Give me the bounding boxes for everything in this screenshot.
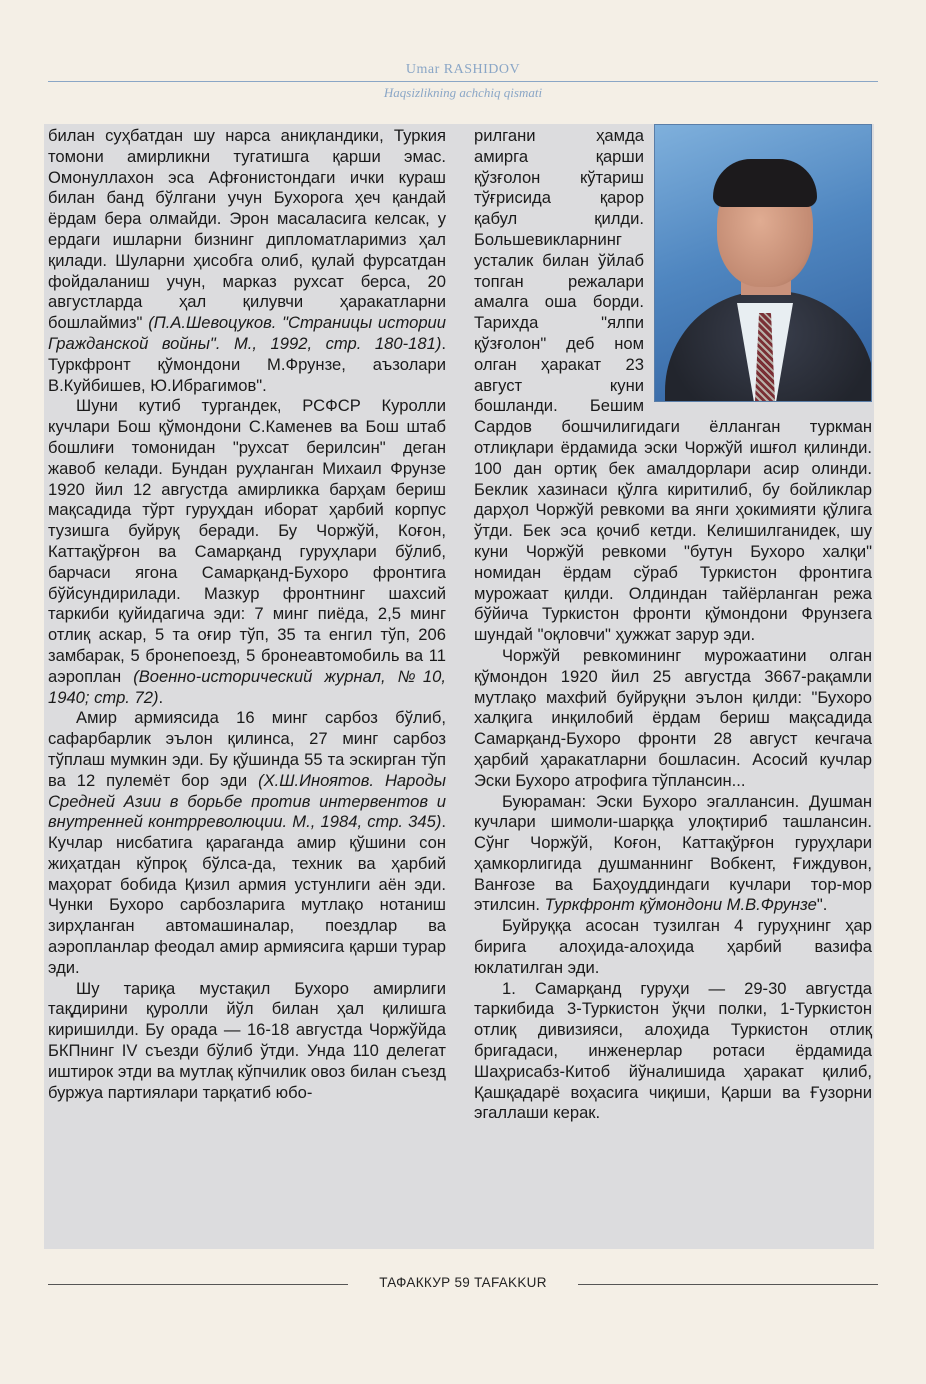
- paragraph: Чоржўй ревкомининг мурожаатини олган қўмондон 1920 йил 25 августда 3667-рақамли мутлақо махфий буйруқни эълон қилди: "Бухоро халқига инқилобий ёрдам бериш мақсадида Самарқанд-Бухоро фронти 28 август кечгача ҳарбий ҳаракатларни бошласин. Асосий кучлар Эски Бухоро атрофига тўплансин...: [474, 645, 872, 790]
- paragraph: билан суҳбатдан шу нарса аниқландики, Туркия томони амирликни тугатишга қарши эмас. Омонуллахон эса Афғонистондаги ички кураш билан банд бўлгани учун Бухорога ҳеч қандай ёрдам бера олмайди. Эрон масаласига келсак, у ердаги ишларни бизнинг дипломатларимиз ҳал қилади. Шуларни ҳисобга олиб, қулай фурсатдан фойдаланиш учун, марказ рухсат берса, 20 августларда ҳал қилувчи ҳаракатларни бошлаймиз" (П.А.Шевоцуков. "Страницы истории Гражданской войны". М., 1992, стр. 180-181). Туркфронт қўмондони М.Фрунзе, аъзолари В.Куйбишев, Ю.Ибрагимов".: [48, 126, 447, 395]
- footer-rule-right: [578, 1284, 878, 1285]
- page-footer: [48, 1272, 878, 1298]
- paragraph: 1. Самарқанд гуруҳи — 29-30 августда таркибида 3-Туркистон ўқчи полки, 1-Туркистон отлиқ дивизияси, алоҳида Туркистон отлиқ бригадаси, инженерлар ротаси ёрдамида Шаҳрисабз-Китоб йўналишида ҳаракат қилиб, Қашқадарё воҳасига чиқиши, Қарши ва Ғузорни эгаллаши керак.: [474, 978, 872, 1123]
- author-portrait-photo: [654, 124, 872, 402]
- left-column: [48, 126, 446, 1103]
- paragraph: Буюраман: Эски Бухоро эгаллансин. Душман кучлари шимоли-шарққа улоқтириб ташлансин. Сўнг Чоржўй, Коғон, Каттақўрғон гуруҳлари ҳамкорлигида душманнинг Вобкент, Ғиждувон, Ванғозе ва Баҳоуддиндаги кучлари тор-мор этилсин. Туркфронт қўмондони М.В.Фрунзе".: [474, 791, 872, 915]
- header-divider: [48, 81, 878, 82]
- running-header: [48, 62, 878, 101]
- author-name: Umar RASHIDOV: [405, 62, 521, 77]
- paragraph: Шуни кутиб тургандек, РСФСР Куролли кучлари Бош қўмондони С.Каменев ва Бош штаб бошлиғи томонидан "рухсат берилсин" деган жавоб келади. Бундан руҳланган Михаил Фрунзе 1920 йил 12 августда амирликка барҳам бериш мақсадида тўрт гуруҳдан иборат ҳарбий корпус тузишга буйруқ беради. Бу Чоржўй, Коғон, Каттақўрғон ва Самарқанд гуруҳлари бўлиб, барчаси ягона Самарқанд-Бухоро фронтига бўйсундирилади. Мазкур фронтнинг шахсий таркиби қуйидагича эди: 7 минг пиёда, 2,5 минг отлиқ аскар, 5 та оғир тўп, 35 та енгил тўп, 206 замбарак, 5 бронепоезд, 5 бронеавтомобиль ва 11 аэроплан (Военно-исторический журнал, №10, 1940; стр. 72).: [48, 396, 446, 707]
- paragraph: рилгани ҳамда амирга қарши қўзғолон кўтариш тўғрисида қарор қабул қилди. Большевикларнинг усталик билан ўйлаб топган режалари амалга оша борди. Тарихда "ялпи қўзғолон" деб ном олган ҳаракат 23 август куни бошланди. Бешим Сардов бошчилигидаги ёлланган туркман отлиқлари ёрдамида эски Чоржўй ишғол қилинди. 100 дан ортиқ бек амалдорлари асир олинди. Беклик хазинаси қўлга киритилиб, бу бойликлар дарҳол Чоржўй ревкоми ва янги ҳокимияти қўлига ўтди. Бек эса қочиб кетди. Келишилганидек, шу куни Чоржўй ревкоми "бутун Бухоро халқи" номидан ёрдам сўраб Туркистон фронтига мурожаат қилди. Олдиндан тайёрланган режа бўйича Туркистон фронти қўмондони Фрунзега шундай "оқловчи" ҳужжат зарур эди.: [474, 126, 872, 645]
- paragraph: Шу тариқа мустақил Бухоро амирлиги тақдирини қуролли йўл билан ҳал қилишга киришилди. Бу орада — 16-18 августда Чоржўйда БКПнинг IV съезди бўлиб ўтди. Унда 110 делегат иштирок этди ва мутлақ кўпчилик овоз билан съезд буржуа партиялари тарқатиб юбо-: [48, 978, 446, 1102]
- paragraph: Амир армиясида 16 минг сарбоз бўлиб, сафарбарлик эълон қилинса, 27 минг сарбоз тўплаш мумкин эди. Бу қўшинда 55 та эскирган тўп ва 12 пулемёт бор эди (Х.Ш.Иноятов. Народы Средней Азии в борьбе против интервентов и внутренней контрреволюции. М., 1984, стр. 345). Кучлар нисбатига қараганда амир қўшини сон жиҳатдан кўпроқ бўлса-да, техник ва ҳарбий маҳорат бобида Қизил армия устунлиги аён эди. Чунки Бухоро сарбозларига мутлақо нотаниш зирҳланган автомашиналар, поездлар ва аэропланлар феодал амир армиясига қарши турар эди.: [48, 708, 446, 977]
- right-column: [474, 126, 872, 1124]
- page-number: ТАФАККУР 59 TAFAKKUR: [379, 1275, 547, 1290]
- article-subtitle: Haqsizlikning achchiq qismati: [383, 85, 543, 100]
- paragraph: Буйруққа асосан тузилган 4 гуруҳнинг ҳар бирига алоҳида-алоҳида ҳарбий вазифа юклатилган эди.: [474, 916, 872, 977]
